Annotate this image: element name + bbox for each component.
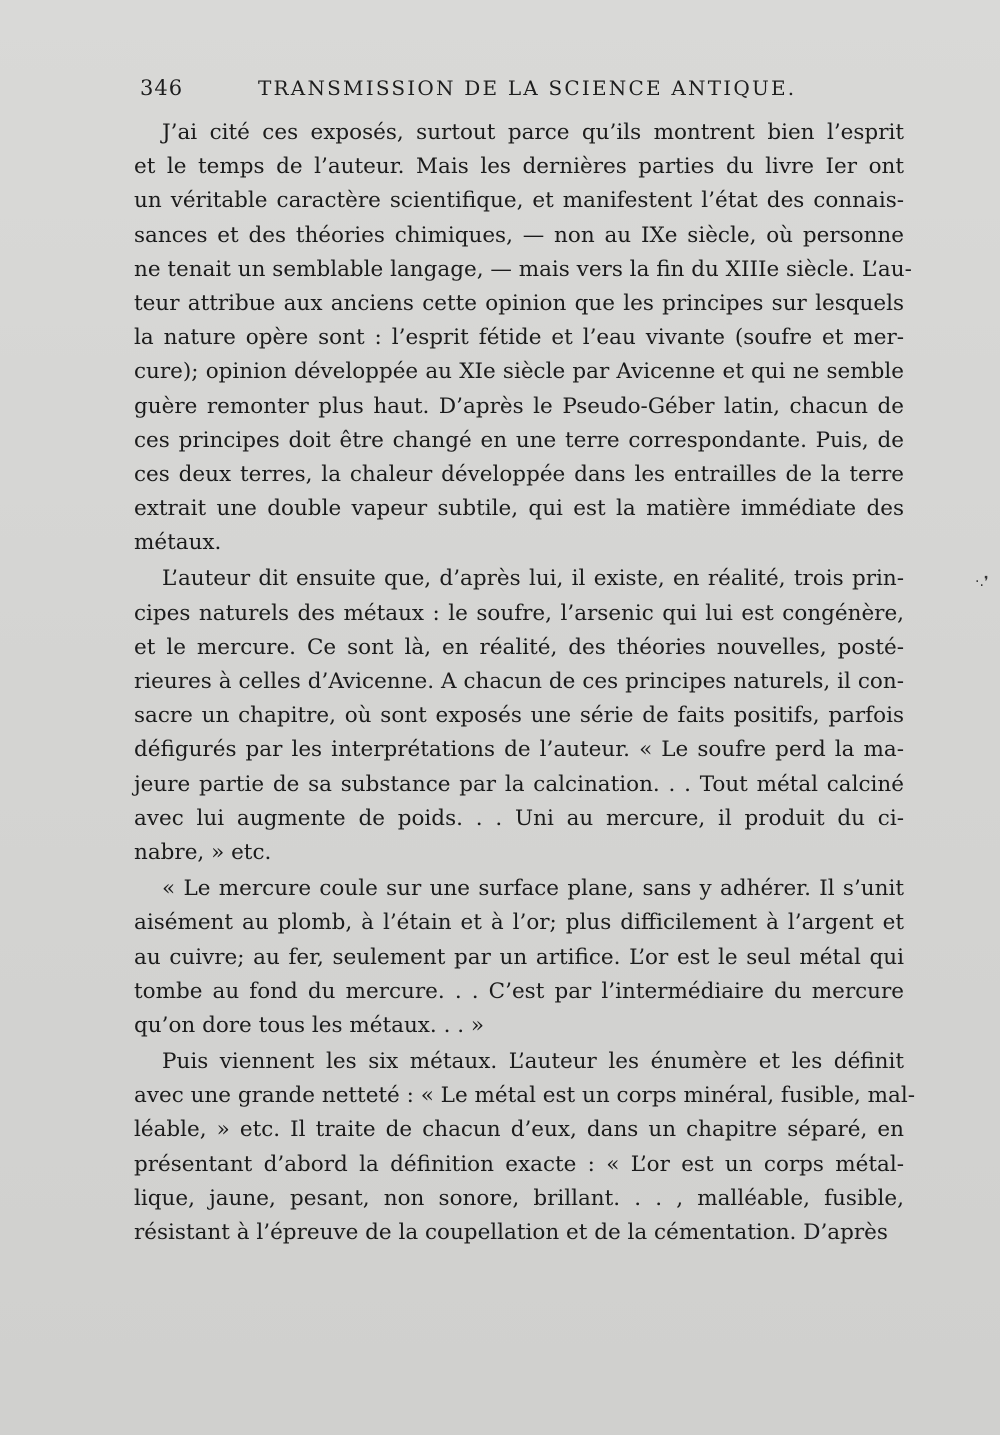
text-line: guère remonter plus haut. D’après le Pseudo-Géber latin, chacun de bbox=[134, 393, 904, 419]
text-line: extrait une double vapeur subtile, qui est la matière immédiate des bbox=[134, 496, 904, 522]
text-line: L’auteur dit ensuite que, d’après lui, il existe, en réalité, trois prin- bbox=[162, 566, 904, 592]
text-line: au cuivre; au fer, seulement par un artifice. L’or est le seul métal qui bbox=[134, 944, 904, 970]
page-number: 346 bbox=[140, 76, 184, 100]
text-line: Puis viennent les six métaux. L’auteur les énumère et les définit bbox=[162, 1049, 904, 1075]
text-line: teur attribue aux anciens cette opinion que les principes sur lesquels bbox=[134, 290, 904, 316]
text-line: un véritable caractère scientifique, et manifestent l’état des connais- bbox=[134, 188, 904, 214]
text-line: ces deux terres, la chaleur développée dans les entrailles de la terre bbox=[134, 461, 904, 487]
text-line: aisément au plomb, à l’étain et à l’or; plus difficilement à l’argent et bbox=[134, 910, 904, 936]
text-line: qu’on dore tous les métaux. . . » bbox=[134, 1012, 485, 1038]
text-line: jeure partie de sa substance par la calcination. . . Tout métal calciné bbox=[134, 771, 904, 797]
paragraph bbox=[134, 116, 912, 560]
text-line: « Le mercure coule sur une surface plane, sans y adhérer. Il s’unit bbox=[162, 876, 904, 902]
page-header bbox=[140, 76, 900, 110]
body-text bbox=[134, 116, 916, 1252]
text-line: et le mercure. Ce sont là, en réalité, des théories nouvelles, posté- bbox=[134, 634, 904, 660]
text-line: métaux. bbox=[134, 530, 222, 556]
text-line: lique, jaune, pesant, non sonore, brillant. . . , malléable, fusible, bbox=[134, 1185, 904, 1211]
text-line: sacre un chapitre, où sont exposés une série de faits positifs, parfois bbox=[134, 703, 904, 729]
text-line: léable, » etc. Il traite de chacun d’eux, dans un chapitre séparé, en bbox=[134, 1117, 904, 1143]
text-line: avec une grande netteté : « Le métal est un corps minéral, fusible, mal- bbox=[134, 1083, 916, 1109]
text-line: et le temps de l’auteur. Mais les dernières parties du livre Ier ont bbox=[134, 154, 904, 180]
text-line: nabre, » etc. bbox=[134, 839, 272, 865]
paragraph bbox=[134, 872, 904, 1043]
text-line: la nature opère sont : l’esprit fétide et l’eau vivante (soufre et mer- bbox=[134, 325, 904, 351]
text-line: ne tenait un semblable langage, — mais vers la fin du XIIIe siècle. L’au- bbox=[134, 256, 912, 282]
running-title: TRANSMISSION DE LA SCIENCE ANTIQUE. bbox=[258, 76, 797, 100]
text-line: ces principes doit être changé en une terre correspondante. Puis, de bbox=[134, 427, 904, 453]
text-line: résistant à l’épreuve de la coupellation et de la cémentation. D’après bbox=[134, 1220, 888, 1245]
text-line: cipes naturels des métaux : le soufre, l’arsenic qui lui est congénère, bbox=[134, 600, 904, 626]
text-line: sances et des théories chimiques, — non au IXe siècle, où personne bbox=[134, 222, 904, 248]
text-line: J’ai cité ces exposés, surtout parce qu’ils montrent bien l’esprit bbox=[162, 120, 904, 145]
text-line: avec lui augmente de poids. . . Uni au mercure, il produit du ci- bbox=[134, 805, 904, 831]
text-line: présentant d’abord la définition exacte : « L’or est un corps métal- bbox=[134, 1151, 904, 1177]
text-line: défigurés par les interprétations de l’auteur. « Le soufre perd la ma- bbox=[134, 737, 904, 763]
margin-mark: ·.❜ bbox=[975, 574, 989, 590]
text-line: rieures à celles d’Avicenne. A chacun de ces principes naturels, il con- bbox=[134, 669, 904, 694]
paragraph bbox=[134, 1045, 916, 1250]
text-line: tombe au fond du mercure. . . C’est par l’intermédiaire du mercure bbox=[134, 978, 904, 1004]
text-line: cure); opinion développée au XIe siècle par Avicenne et qui ne semble bbox=[134, 359, 904, 385]
paragraph bbox=[134, 562, 904, 870]
